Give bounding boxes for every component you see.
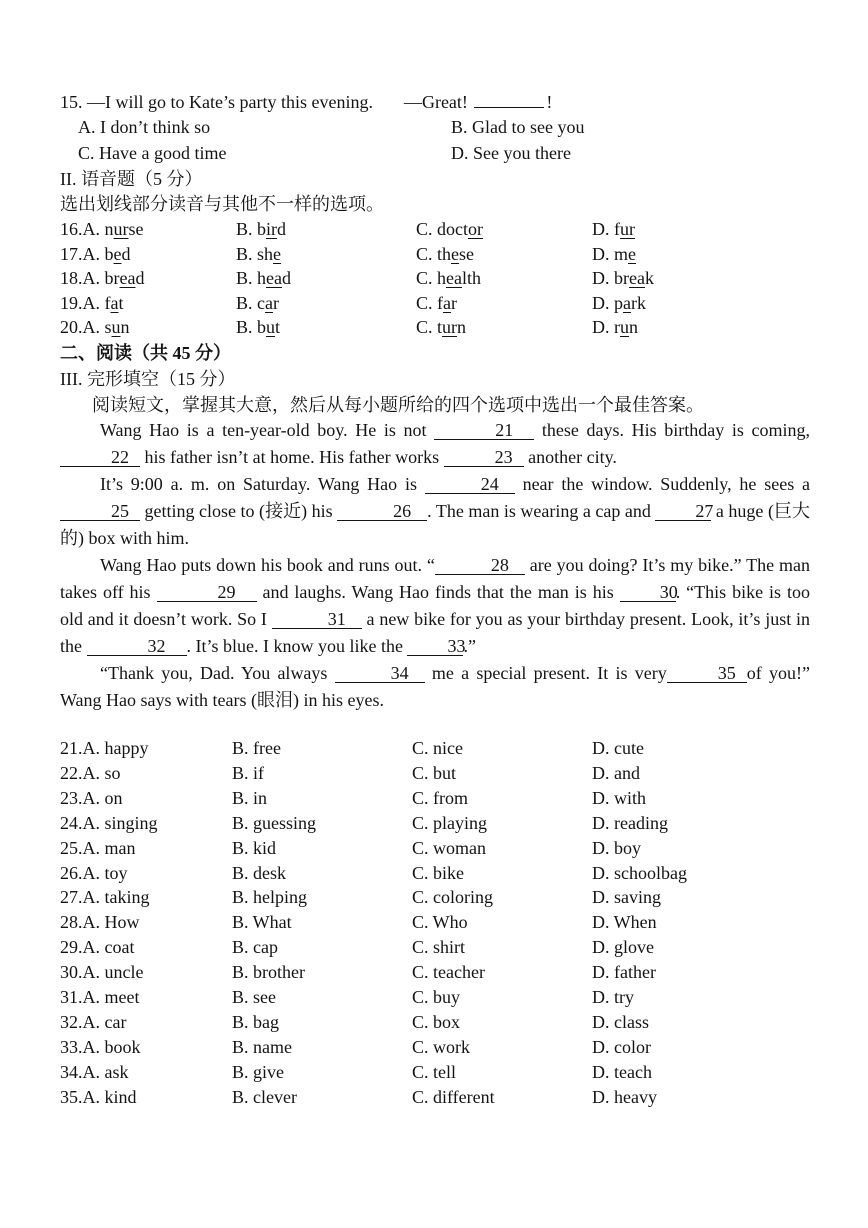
word-part: B. h bbox=[236, 268, 267, 288]
choice-option: D. and bbox=[592, 762, 640, 783]
word-part: n bbox=[120, 317, 130, 337]
choice-option: 24.A. singing bbox=[60, 812, 158, 833]
phonetics-option bbox=[592, 315, 638, 339]
choice-option: B. brother bbox=[232, 962, 305, 983]
choice-row bbox=[60, 736, 820, 760]
blank-30: 30 bbox=[620, 583, 676, 602]
choice-row bbox=[60, 786, 820, 810]
phonetics-option bbox=[60, 217, 144, 241]
blank-32: 32 bbox=[87, 637, 187, 656]
choice-row bbox=[60, 960, 820, 984]
choice-option: C. shirt bbox=[412, 937, 466, 958]
underlined-letters: ea bbox=[629, 268, 645, 288]
word-part: A. f bbox=[82, 292, 111, 313]
blank-34: 34 bbox=[335, 664, 425, 683]
word-part: se bbox=[459, 243, 475, 264]
choice-row bbox=[60, 935, 820, 959]
choice-row bbox=[60, 1010, 820, 1034]
choice-option: B. kid bbox=[232, 837, 277, 858]
phonetics-option bbox=[416, 242, 474, 266]
word-part: rk bbox=[631, 292, 646, 313]
choice-option: 35.A. kind bbox=[60, 1086, 137, 1107]
word-part: D. p bbox=[592, 292, 623, 313]
underlined-letters: a bbox=[110, 292, 119, 313]
choice-row bbox=[60, 811, 820, 835]
word-part: d bbox=[282, 268, 291, 288]
choice-row bbox=[60, 985, 820, 1009]
choice-option: B. bag bbox=[232, 1011, 279, 1032]
choice-option: 33.A. book bbox=[60, 1036, 141, 1057]
word-part: D. r bbox=[592, 317, 620, 337]
choice-option: D. try bbox=[592, 987, 634, 1007]
option-a: A. I don’t think so bbox=[78, 117, 211, 137]
word-part: r bbox=[273, 292, 279, 313]
word-part: se bbox=[128, 219, 144, 239]
choice-option: 27.A. taking bbox=[60, 887, 150, 908]
choice-option: D. heavy bbox=[592, 1086, 657, 1107]
choice-option: C. teacher bbox=[412, 962, 485, 983]
word-part: A. b bbox=[82, 243, 114, 264]
section-instruction: 选出划线部分读音与其他不一样的选项。 bbox=[60, 194, 384, 214]
choice-option: B. free bbox=[232, 738, 281, 758]
word-part: d bbox=[277, 219, 287, 239]
question-number: 15. bbox=[60, 92, 83, 112]
choice-option: D. saving bbox=[592, 887, 661, 908]
choice-option: D. reading bbox=[592, 812, 668, 833]
phonetics-row bbox=[60, 315, 820, 339]
phonetics-row bbox=[60, 242, 820, 266]
phonetics-option bbox=[60, 315, 130, 339]
underlined-letters: a bbox=[443, 292, 451, 313]
choice-option: 23.A. on bbox=[60, 787, 123, 808]
phonetics-option bbox=[592, 266, 654, 290]
choice-option: 34.A. ask bbox=[60, 1061, 129, 1082]
choice-option: C. coloring bbox=[412, 887, 493, 908]
underlined-letters: u bbox=[266, 317, 276, 337]
choice-option: 25.A. man bbox=[60, 837, 136, 858]
choice-row bbox=[60, 836, 820, 860]
phonetics-row bbox=[60, 217, 820, 241]
choice-option: B. helping bbox=[232, 887, 307, 908]
choice-option: D. boy bbox=[592, 837, 641, 858]
choice-option: D. When bbox=[592, 912, 657, 933]
word-part: n bbox=[629, 317, 638, 337]
choice-option: C. Who bbox=[412, 912, 468, 933]
choice-option: D. glove bbox=[592, 937, 654, 958]
choice-option: C. different bbox=[412, 1086, 495, 1107]
choice-row bbox=[60, 1085, 820, 1109]
item-number: 16. bbox=[60, 219, 83, 239]
underlined-letters: a bbox=[623, 292, 631, 313]
choice-row bbox=[60, 861, 820, 885]
phonetics-option bbox=[592, 291, 646, 315]
phonetics-option bbox=[60, 291, 124, 315]
choice-option: B. if bbox=[232, 762, 265, 783]
blank-27: 27 bbox=[655, 502, 711, 521]
word-part: t bbox=[118, 292, 124, 313]
word-part: d bbox=[135, 268, 145, 288]
choice-option: D. class bbox=[592, 1011, 649, 1032]
item-number: 17. bbox=[60, 243, 83, 264]
phonetics-option bbox=[236, 291, 279, 315]
word-part: B. sh bbox=[236, 243, 274, 264]
phonetics-row bbox=[60, 266, 820, 290]
blank-28: 28 bbox=[435, 556, 525, 575]
underlined-letters: e bbox=[451, 243, 460, 264]
word-part: D. m bbox=[592, 243, 628, 264]
question-reply: —Great! bbox=[403, 92, 468, 112]
word-part: d bbox=[121, 243, 131, 264]
choice-row bbox=[60, 885, 820, 909]
blank-33: 33 bbox=[407, 637, 463, 656]
choice-row bbox=[60, 1060, 820, 1084]
choice-option: B. cap bbox=[232, 937, 278, 958]
cloze-title: III. 完形填空（15 分） bbox=[60, 369, 236, 389]
choice-option: C. work bbox=[412, 1036, 470, 1057]
choice-option: C. but bbox=[412, 762, 457, 783]
choice-option: 29.A. coat bbox=[60, 937, 135, 958]
choice-row bbox=[60, 910, 820, 934]
choice-option: 22.A. so bbox=[60, 762, 121, 783]
choice-option: B. in bbox=[232, 787, 268, 808]
choice-option: C. nice bbox=[412, 738, 463, 758]
phonetics-option bbox=[416, 266, 481, 290]
phonetics-option bbox=[60, 242, 131, 266]
choice-option: B. name bbox=[232, 1036, 292, 1057]
word-part: C. doct bbox=[416, 219, 468, 239]
question-prompt: —I will go to Kate’s party this evening. bbox=[87, 92, 373, 112]
choice-option: B. see bbox=[232, 987, 276, 1007]
choice-option: B. guessing bbox=[232, 812, 317, 833]
cloze-instruction: 阅读短文，掌握其大意，然后从每小题所给的四个选项中选出一个最佳答案。 bbox=[92, 395, 704, 415]
choice-option: 26.A. toy bbox=[60, 862, 128, 883]
phonetics-option bbox=[592, 217, 635, 241]
option-b: B. Glad to see you bbox=[451, 117, 585, 137]
blank-25: 25 bbox=[60, 502, 140, 521]
choice-option: C. playing bbox=[412, 812, 487, 833]
choice-option: B. give bbox=[232, 1061, 284, 1082]
choice-option: B. desk bbox=[232, 862, 286, 883]
choice-option: 31.A. meet bbox=[60, 987, 140, 1007]
choice-option: C. from bbox=[412, 787, 468, 808]
word-part: A. n bbox=[82, 219, 114, 239]
word-part: C. t bbox=[416, 317, 443, 337]
phonetics-option bbox=[236, 217, 286, 241]
choice-option: B. clever bbox=[232, 1086, 297, 1107]
phonetics-option bbox=[416, 291, 457, 315]
phonetics-option bbox=[416, 217, 483, 241]
phonetics-option bbox=[416, 315, 466, 339]
phonetics-option bbox=[236, 242, 281, 266]
underlined-letters: ea bbox=[266, 268, 282, 288]
option-c: C. Have a good time bbox=[78, 143, 227, 163]
word-part: t bbox=[275, 317, 281, 337]
underlined-letters: u bbox=[111, 317, 121, 337]
word-part: A. s bbox=[82, 317, 112, 337]
choice-option: 21.A. happy bbox=[60, 738, 149, 758]
word-part: B. b bbox=[236, 317, 267, 337]
blank-23: 23 bbox=[444, 448, 524, 467]
underlined-letters: a bbox=[265, 292, 273, 313]
choice-option: D. schoolbag bbox=[592, 862, 687, 883]
answer-blank bbox=[474, 91, 544, 108]
underlined-letters: ur bbox=[113, 219, 129, 239]
underlined-letters: ir bbox=[266, 219, 278, 239]
word-part: D. br bbox=[592, 268, 629, 288]
choice-option: 28.A. How bbox=[60, 912, 140, 933]
choice-option: C. bike bbox=[412, 862, 464, 883]
paragraph-1: Wang Hao is a ten-year-old boy. He is not 21 these days. His birthday is coming, 22 his father isn’t at home. His father works 23 another city. bbox=[60, 417, 810, 471]
reading-title: 二、阅读（共 45 分） bbox=[60, 343, 231, 363]
word-part: C. th bbox=[416, 243, 452, 264]
word-part: lth bbox=[462, 268, 482, 288]
paragraph-2: It’s 9:00 a. m. on Saturday. Wang Hao is 24 near the window. Suddenly, he sees a 25 getting close to (接近) his 26 . The man is wearing a cap and 27 a huge (巨大的) box with him. bbox=[60, 474, 810, 548]
choice-option: D. color bbox=[592, 1036, 651, 1057]
blank-35: 35 bbox=[667, 664, 747, 683]
item-number: 20. bbox=[60, 317, 83, 337]
word-part: D. f bbox=[592, 219, 620, 239]
blank-31: 31 bbox=[272, 610, 362, 629]
underlined-letters: ea bbox=[119, 268, 136, 288]
word-part: B. b bbox=[236, 219, 267, 239]
underlined-letters: e bbox=[273, 243, 282, 264]
word-part: C. f bbox=[416, 292, 443, 313]
choice-option: C. box bbox=[412, 1011, 461, 1032]
word-part: n bbox=[457, 317, 467, 337]
choice-option: B. What bbox=[232, 912, 292, 933]
phonetics-row bbox=[60, 291, 820, 315]
phonetics-option bbox=[592, 242, 636, 266]
paragraph-4: “Thank you, Dad. You always 34 me a special present. It is very 35 of you!” Wang Hao says with tears (眼泪) in his eyes. bbox=[60, 663, 810, 710]
phonetics-option bbox=[236, 315, 280, 339]
word-part: A. br bbox=[82, 268, 120, 288]
underlined-letters: or bbox=[468, 219, 483, 239]
phonetics-option bbox=[236, 266, 291, 290]
blank-22: 22 bbox=[60, 448, 140, 467]
word-part: B. c bbox=[236, 292, 265, 313]
underlined-letters: u bbox=[620, 317, 629, 337]
underlined-letters: e bbox=[113, 243, 122, 264]
choice-option: C. woman bbox=[412, 837, 486, 858]
choice-option: C. buy bbox=[412, 987, 461, 1007]
phonetics-option bbox=[60, 266, 144, 290]
word-part: k bbox=[644, 268, 654, 288]
word-part: r bbox=[451, 292, 457, 313]
option-d: D. See you there bbox=[451, 143, 571, 163]
underlined-letters: e bbox=[628, 243, 636, 264]
underlined-letters: ur bbox=[442, 317, 458, 337]
underlined-letters: ur bbox=[620, 219, 635, 239]
section-title: II. 语音题（5 分） bbox=[60, 169, 203, 189]
choice-option: D. teach bbox=[592, 1061, 652, 1082]
blank-21: 21 bbox=[434, 421, 534, 440]
word-part: C. h bbox=[416, 268, 447, 288]
underlined-letters: ea bbox=[446, 268, 462, 288]
item-number: 18. bbox=[60, 268, 83, 288]
blank-29: 29 bbox=[157, 583, 257, 602]
choice-option: D. cute bbox=[592, 738, 644, 758]
paragraph-3: Wang Hao puts down his book and runs out. “ 28 are you doing? It’s my bike.” The man takes off his 29 and laughs. Wang Hao finds that the man is his 30. “This bike is too old and it doesn’t work. So I 31 a new bike for you as your birthday present. Look, it’s just in the 32 . It’s blue. I know you like the 33.” bbox=[60, 555, 811, 656]
question-15 bbox=[60, 90, 552, 114]
choice-option: 32.A. car bbox=[60, 1011, 127, 1032]
choice-option: D. father bbox=[592, 962, 656, 983]
choice-option: D. with bbox=[592, 787, 646, 808]
question-end: ! bbox=[546, 92, 553, 112]
choice-row bbox=[60, 761, 820, 785]
choice-option: C. tell bbox=[412, 1061, 456, 1082]
blank-26: 26 bbox=[337, 502, 427, 521]
passage bbox=[60, 417, 810, 714]
choice-option: 30.A. uncle bbox=[60, 962, 144, 983]
blank-24: 24 bbox=[425, 475, 515, 494]
item-number: 19. bbox=[60, 292, 83, 313]
choice-row bbox=[60, 1035, 820, 1059]
